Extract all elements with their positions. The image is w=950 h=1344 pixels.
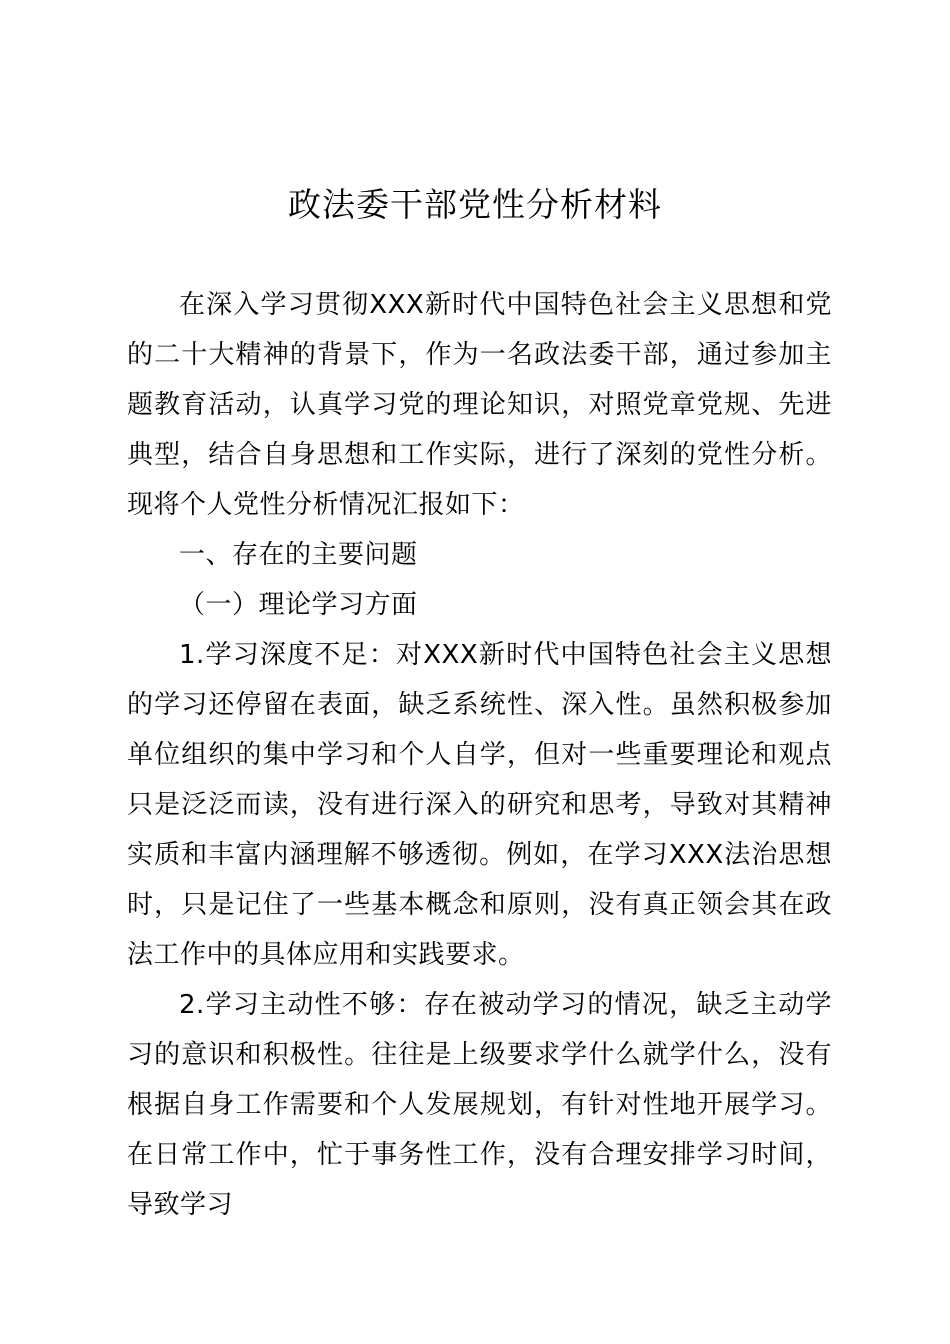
intro-paragraph: 在深入学习贯彻XXX新时代中国特色社会主义思想和党的二十大精神的背景下，作为一名政法委干部，通过参加主题教育活动，认真学习党的理论知识，对照党章党规、先进典型，结合自身思想和工作实际，进行了深刻的党性分析。现将个人党性分析情况汇报如下： [127, 290, 832, 520]
item-paragraph-1: 1.学习深度不足：对XXX新时代中国特色社会主义思想的学习还停留在表面，缺乏系统性、深入性。虽然积极参加单位组织的集中学习和个人自学，但对一些重要理论和观点只是泛泛而读，没有进行深入的研究和思考，导致对其精神实质和丰富内涵理解不够透彻。例如，在学习XXX法治思想时，只是记住了一些基本概念和原则，没有真正领会其在政法工作中的具体应用和实践要求。 [127, 640, 832, 970]
document-title: 政法委干部党性分析材料 [288, 185, 662, 224]
section-heading: 一、存在的主要问题 [179, 540, 418, 570]
item-paragraph-2: 2.学习主动性不够：存在被动学习的情况，缺乏主动学习的意识和积极性。往往是上级要求学什么就学什么，没有根据自身工作需要和个人发展规划，有针对性地开展学习。在日常工作中，忙于事务性工作，没有合理安排学习时间，导致学习 [127, 990, 832, 1220]
subsection-heading: （一）理论学习方面 [179, 590, 418, 620]
document-body [127, 280, 832, 1230]
